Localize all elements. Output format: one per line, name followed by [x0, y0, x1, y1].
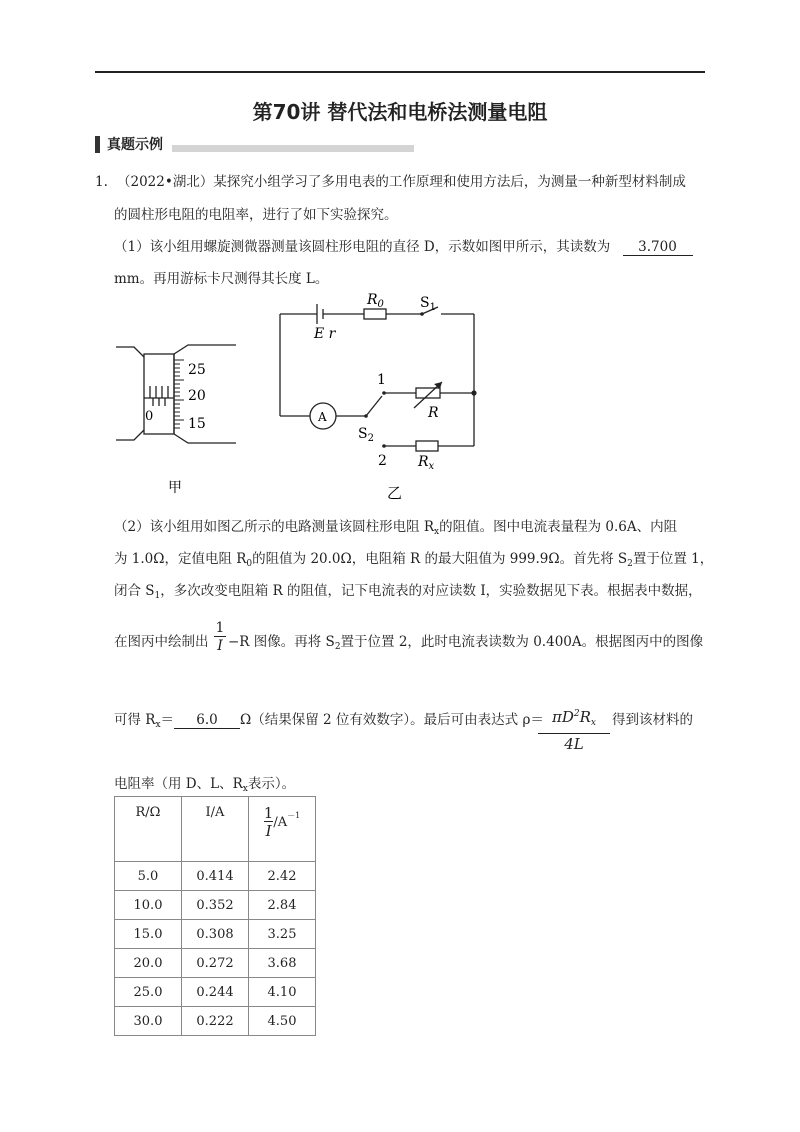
resistivity-expression: $\frac{\pi D^2R_x}{4L}$ — [538, 704, 610, 754]
r0-label: $R_0$ — [367, 292, 384, 310]
answer-rx: 6.0 — [174, 712, 240, 729]
question-number: 1. — [95, 174, 108, 190]
question-line-1: （2022•湖北）某探究小组学习了多用电表的工作原理和使用方法后，为测量一种新型材料制成 — [117, 174, 686, 190]
table-row: 5.0 0.414 2.42 — [115, 862, 316, 891]
table-row: 15.0 0.308 3.25 — [115, 920, 316, 949]
section-label: 真题示例 — [107, 137, 163, 153]
top-rule — [95, 71, 705, 73]
answer-diameter: 3.700 — [623, 239, 693, 256]
figure-a-caption: 甲 — [168, 480, 182, 496]
header-r: R/Ω — [115, 797, 182, 862]
header-i: I/A — [182, 797, 249, 862]
section-underline — [172, 145, 414, 152]
part2-line-5-end: 得到该材料的 — [612, 712, 693, 728]
part2-line-6: 电阻率（用 D、L、$R_x$表示）。 — [114, 776, 296, 794]
table-row: 30.0 0.222 4.50 — [115, 1007, 316, 1036]
part1-line-1 — [114, 238, 693, 256]
circuit-figure — [270, 290, 490, 500]
part2-line-4b: −R 图像。再将 $S_2$置于位置 2，此时电流表读数为 0.400A。根据图丙中的图像 — [228, 634, 704, 652]
table-header-row — [115, 797, 316, 862]
tick-label-15: 15 — [188, 416, 206, 432]
figure-b-caption: 乙 — [387, 484, 403, 500]
part2-line-1: （2）该小组用如图乙所示的电路测量该圆柱形电阻 $R_x$的阻值。图中电流表量程为 0.6A、内阻 — [114, 519, 678, 537]
section-header — [95, 135, 163, 153]
micrometer-figure — [112, 330, 242, 510]
part2-line-3: 闭合 $S_1$，多次改变电阻箱 R 的阻值，记下电流表的对应读数 I，实验数据见下表。根据表中数据， — [114, 583, 702, 601]
inverse-i-fraction: $\frac{1}{I}$ — [215, 620, 225, 654]
question-line-2: 的圆柱形电阻的电阻率，进行了如下实验探究。 — [114, 207, 398, 223]
table-row: 10.0 0.352 2.84 — [115, 891, 316, 920]
table-row: 20.0 0.272 3.68 — [115, 949, 316, 978]
page-title: 第70讲 替代法和电桥法测量电阻 — [252, 100, 548, 124]
position-1-label: 1 — [377, 372, 386, 388]
part2-line-2: 为 1.0Ω，定值电阻 $R_0$的阻值为 20.0Ω，电阻箱 R 的最大阻值为 999.9Ω。首先将 $S_2$置于位置 1， — [114, 551, 714, 569]
part2-line-4a: 在图丙中绘制出 — [114, 634, 209, 650]
part2-line-5: 可得 $R_x= 6.0$ Ω（结果保留 2 位有效数字）。最后可由表达式 ρ＝ — [114, 712, 544, 730]
zero-label: 0 — [145, 409, 154, 424]
position-2-label: 2 — [378, 453, 387, 469]
ammeter-icon: A — [318, 410, 327, 424]
tick-label-20: 20 — [188, 388, 206, 404]
tick-label-25: 25 — [188, 362, 206, 378]
s1-label: $S_1$ — [420, 295, 436, 313]
section-bar — [95, 136, 100, 153]
header-inverse-i: $\frac{1}{I}$ /A－1 — [249, 797, 316, 862]
data-table — [114, 796, 316, 1036]
part1-line-2: mm。再用游标卡尺测得其长度 L。 — [114, 271, 329, 287]
table-row: 25.0 0.244 4.10 — [115, 978, 316, 1007]
rx-label: $R_x$ — [418, 454, 435, 472]
battery-label: E r — [314, 326, 336, 342]
part1-text: （1）该小组用螺旋测微器测量该圆柱形电阻的直径 D，示数如图甲所示，其读数为 — [114, 239, 611, 255]
s2-label: $S_2$ — [358, 426, 374, 444]
rheostat-label: R — [428, 405, 439, 421]
